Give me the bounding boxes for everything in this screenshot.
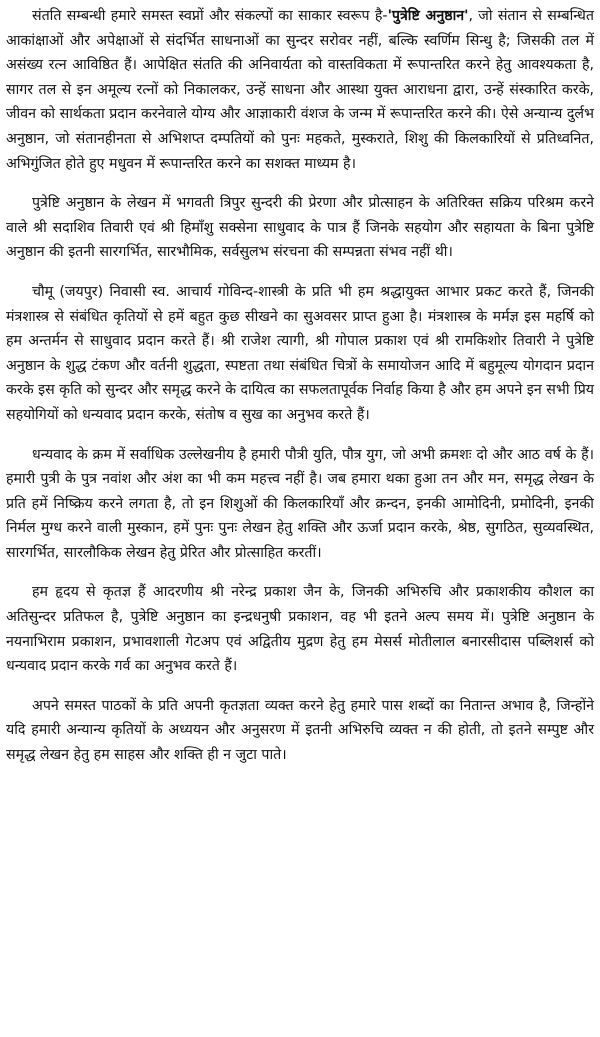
paragraph-1-body: , जो संतान से सम्बन्धित आकांक्षाओं और अपेक्षाओं से संदर्भित साधनाओं का सुन्दर सरोवर नहीं, बल्कि स्वर्णिम सिन्धु है; जिसकी तल में असंख्य रत्न आविष्ठित हैं। आपेक्षित संतति की अनिवार्यता को वास्तविकता में रूपान्तरित करने हेतु आवश्यकता है, सागर तल से इन अमूल्य रत्नों को निकालकर, उन्हें साधना और आस्था युक्त आराधना द्वारा, उन्हें संस्कारित करके, जीवन को सार्थकता प्रदान करनेवाले योग्य और आज्ञाकारी वंशज के जन्म में रूपान्तरित करने की। ऐसे अन्यान्य दुर्लभ अनुष्ठान, जो संतानहीनता से अभिशप्त दम्पतियों को पुनः महकते, मुस्कराते, शिशु की किलकारियों से प्रतिध्वनित, अभिगुंजित होते हुए मधुवन में रूपान्तरित करने का सशक्त माध्यम है। — [6, 8, 594, 172]
paragraph-5: हम हृदय से कृतज्ञ हैं आदरणीय श्री नरेन्द्र प्रकाश जैन के, जिनकी अभिरुचि और प्रकाशकीय कौशल का अतिसुन्दर प्रतिफल है, पुत्रेष्टि अनुष्ठान का इन्द्रधनुषी प्रकाशन, वह भी इतने अल्प समय में। पुत्रेष्टि अनुष्ठान के नयनाभिराम प्रकाशन, प्रभावशाली गेटअप एवं अद्वितीय मुद्रण हेतु हम मेसर्स मोतीलाल बनारसीदास पब्लिशर्स को धन्यवाद प्रदान करके गर्व का अनुभव करते हैं। — [6, 584, 594, 675]
paragraph-2: पुत्रेष्टि अनुष्ठान के लेखन में भगवती त्रिपुर सुन्दरी की प्रेरणा और प्रोत्साहन के अतिरिक्त सक्रिय परिश्रम करने वाले श्री सदाशिव तिवारी एवं श्री हिमाँशु सक्सेना साधुवाद के पात्र हैं जिनके सहयोग और सहायता के बिना पुत्रेष्टि अनुष्ठान की इतनी सारगर्भित, सारभौमिक, सर्वसुलभ संरचना की सम्पन्नता संभव नहीं थी। — [6, 195, 594, 261]
paragraph-4: धन्यवाद के क्रम में सर्वाधिक उल्लेखनीय है हमारी पौत्री युति, पौत्र युग, जो अभी क्रमशः दो और आठ वर्ष के हैं। हमारी पुत्री के पुत्र नवांश और अंश का भी कम महत्त्व नहीं है। जब हमारा थका हुआ तन और मन, समृद्ध लेखन के प्रति हमें निष्क्रिय करने लगता है, तो इन शिशुओं की किलकारियाँ और क्रन्दन, इनकी आमोदिनी, प्रमोदिनी, इनकी निर्मल मुग्ध करने वाली मुस्कान, हमें पुनः पुनः लेखन हेतु शक्ति और ऊर्जा प्रदान करके, श्रेष्ठ, सुगठित, सुव्यवस्थित, सारगर्भित, सारलौकिक लेखन हेतु प्रेरित और प्रोत्साहित करतीं। — [6, 446, 594, 561]
anushthan-title-bold: 'पुत्रेष्टि अनुष्ठान' — [387, 8, 469, 24]
paragraph-1-intro: संतति सम्बन्धी हमारे समस्त स्वप्नों और संकल्पों का साकार स्वरूप है- — [32, 8, 388, 24]
paragraph-3: चौमू (जयपुर) निवासी स्व. आचार्य गोविन्द-शास्त्री के प्रति भी हम श्रद्धायुक्त आभार प्रकट करते हैं, जिनकी मंत्रशास्त्र से संबंधित कृतियों से हमें बहुत कुछ सीखने का सुअवसर प्राप्त हुआ है। मंत्रशास्त्र के मर्मज्ञ इस महर्षि को हम अन्तर्मन से साधुवाद प्रदान करते हैं। श्री राजेश त्यागी, श्री गोपाल प्रकाश एवं श्री रामकिशोर तिवारी ने पुत्रेष्टि अनुष्ठान के शुद्ध टंकण और वर्तनी शुद्धता, स्पष्टता तथा संबंधित चित्रों के समायोजन आदि में बहुमूल्य योगदान प्रदान करके इस कृति को सुन्दर और समृद्ध करने के दायित्व का सफलतापूर्वक निर्वाह किया है और हम अपने इन सभी प्रिय सहयोगियों को धन्यवाद प्रदान करके, संतोष व सुख का अनुभव करते हैं। — [6, 283, 594, 423]
paragraph-6: अपने समस्त पाठकों के प्रति अपनी कृतज्ञता व्यक्त करने हेतु हमारे पास शब्दों का नितान्त अभाव है, जिन्होंने यदि हमारी अन्यान्य कृतियों के अध्ययन और अनुसरण में इतनी अभिरुचि व्यक्त न की होती, तो इतने सम्पुष्ट और समृद्ध लेखन हेतु हम साहस और शक्ति ही न जुटा पाते। — [6, 697, 594, 764]
paragraph-1 — [6, 4, 594, 176]
